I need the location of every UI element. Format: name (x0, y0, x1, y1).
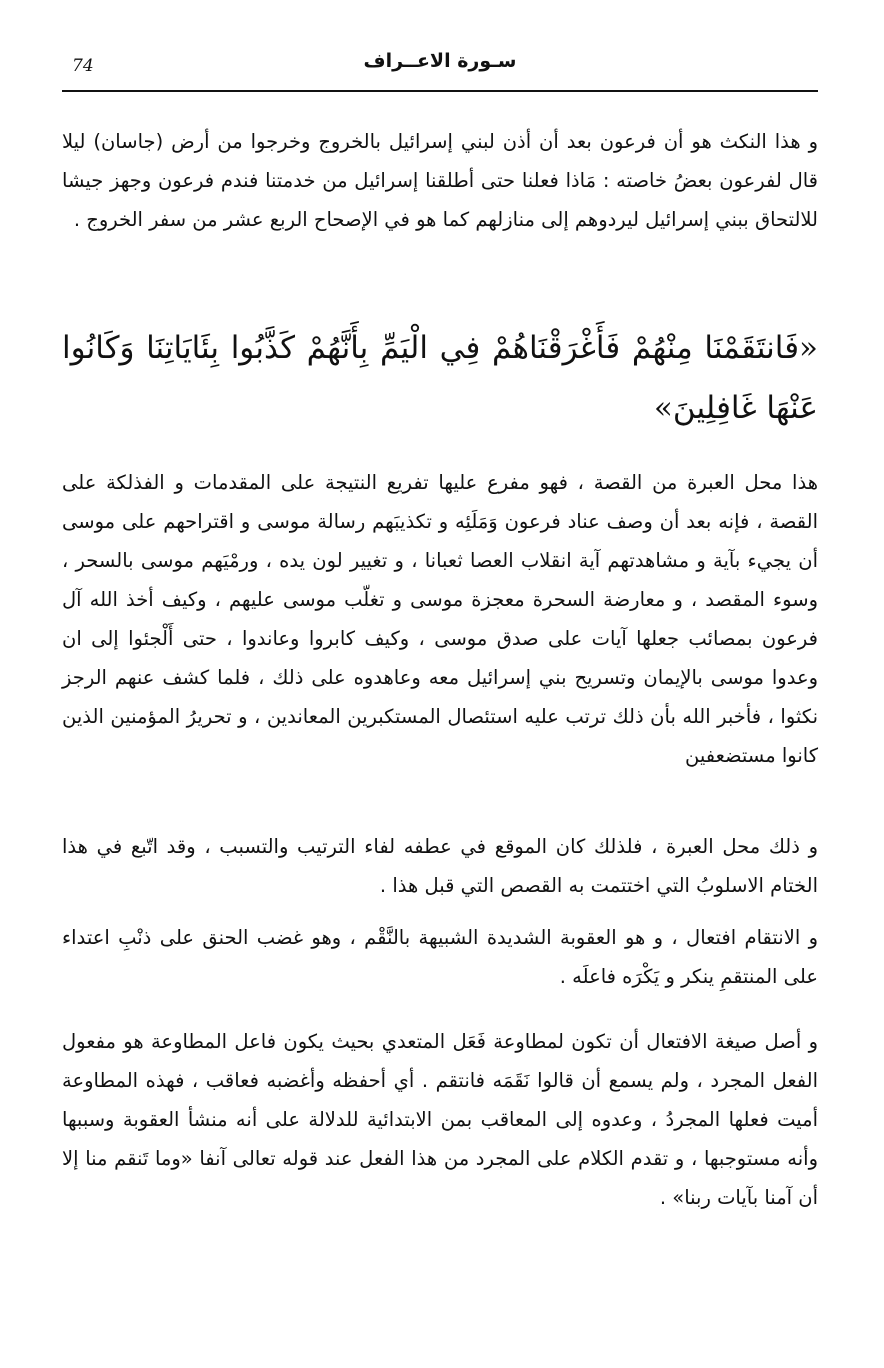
page-header (62, 42, 818, 92)
quran-verse: «فَانتَقَمْنَا مِنْهُمْ فَأَغْرَقْنَاهُمْ فِي الْيَمِّ بِأَنَّهُمْ كَذَّبُوا بِئَايَاتِنَا وَكَانُوا عَنْهَا غَافِلِينَ» (62, 330, 818, 426)
paragraph-5-block (62, 1022, 818, 1217)
running-title: سـورة الاعــراف (363, 50, 517, 72)
paragraph-5: و أصل صيغة الافتعال أن تكون لمطاوعة فَعَل المتعدي بحيث يكون فاعل المطاوعة هو مفعول الفعل المجرد ، ولم يسمع أن قالوا نَقَمَه فانتقم . أي أحفظه وأغضبه فعاقب ، فهذه المطاوعة أميت فعلها المجردُ ، وعدوه إلى المعاقب بمن الابتدائية للدلالة على أنه منشأ العقوبة وسببها وأنه مستوجبها ، و تقدم الكلام على المجرد من هذا الفعل عند قوله تعالى آنفا «وما تَنقم منا إلا أن آمنا بآيات ربنا» . (62, 1030, 818, 1209)
page-number: 74 (72, 56, 94, 76)
paragraph-1: و هذا النكث هو أن فرعون بعد أن أذن لبني إسرائيل بالخروج وخرجوا من أرض (جاسان) ليلا قال لفرعون بعضُ خاصته : مَاذا فعلنا حتى أطلقنا إسرائيل من خدمتنا فندم فرعون وجهز جيشا للالتحاق ببني إسرائيل ليردوهم إلى منازلهم كما هو في الإصحاح الربع عشر من سفر الخروج . (62, 130, 818, 231)
paragraph-3-block (62, 827, 818, 905)
paragraph-3: و ذلك محل العبرة ، فلذلك كان الموقع في عطفه لفاء الترتيب والتسبب ، وقد اتّبع في هذا الختام الاسلوبُ التي اختتمت به القصص التي قبل هذا . (62, 835, 818, 897)
paragraph-2: هذا محل العبرة من القصة ، فهو مفرع عليها تفريع النتيجة على المقدمات و الفذلكة على القصة ، فإنه بعد أن وصف عناد فرعون وَمَلَئِه و تكذيبَهم رسالة موسى و اقتراحهم على موسى أن يجيء بآية و مشاهدتهم آية انقلاب العصا ثعبانا ، و تغيير لون يده ، ورمْيَهم موسى بالسحر ، وسوء المقصد ، و معارضة السحرة معجزة موسى و تغلّب موسى عليهم ، وكيف أخذ الله آل فرعون بمصائب جعلها آيات على صدق موسى ، وكيف كابروا وعاندوا ، حتى أَلْجئوا إلى ان وعدوا موسى بالإيمان وتسريح بني إسرائيل معه وعاهدوه على ذلك ، فلما كشف عنهم الرجز نكثوا ، فأخبر الله بأن ذلك ترتب عليه استئصال المستكبرين المعاندين ، و تحريرُ المؤمنين الذين كانوا مستضعفين (62, 471, 818, 767)
quran-verse-block (62, 318, 818, 438)
paragraph-2-block (62, 463, 818, 775)
paragraph-4-block (62, 918, 818, 996)
header-rule (62, 90, 818, 92)
paragraph-1-block (62, 122, 818, 239)
paragraph-4: و الانتقام افتعال ، و هو العقوبة الشديدة الشبيهة بالنَّقْم ، وهو غضب الحنق على ذنْبِ اعتداء على المنتقمِ ينكر و يَكْرَه فاعلَه . (62, 926, 818, 988)
